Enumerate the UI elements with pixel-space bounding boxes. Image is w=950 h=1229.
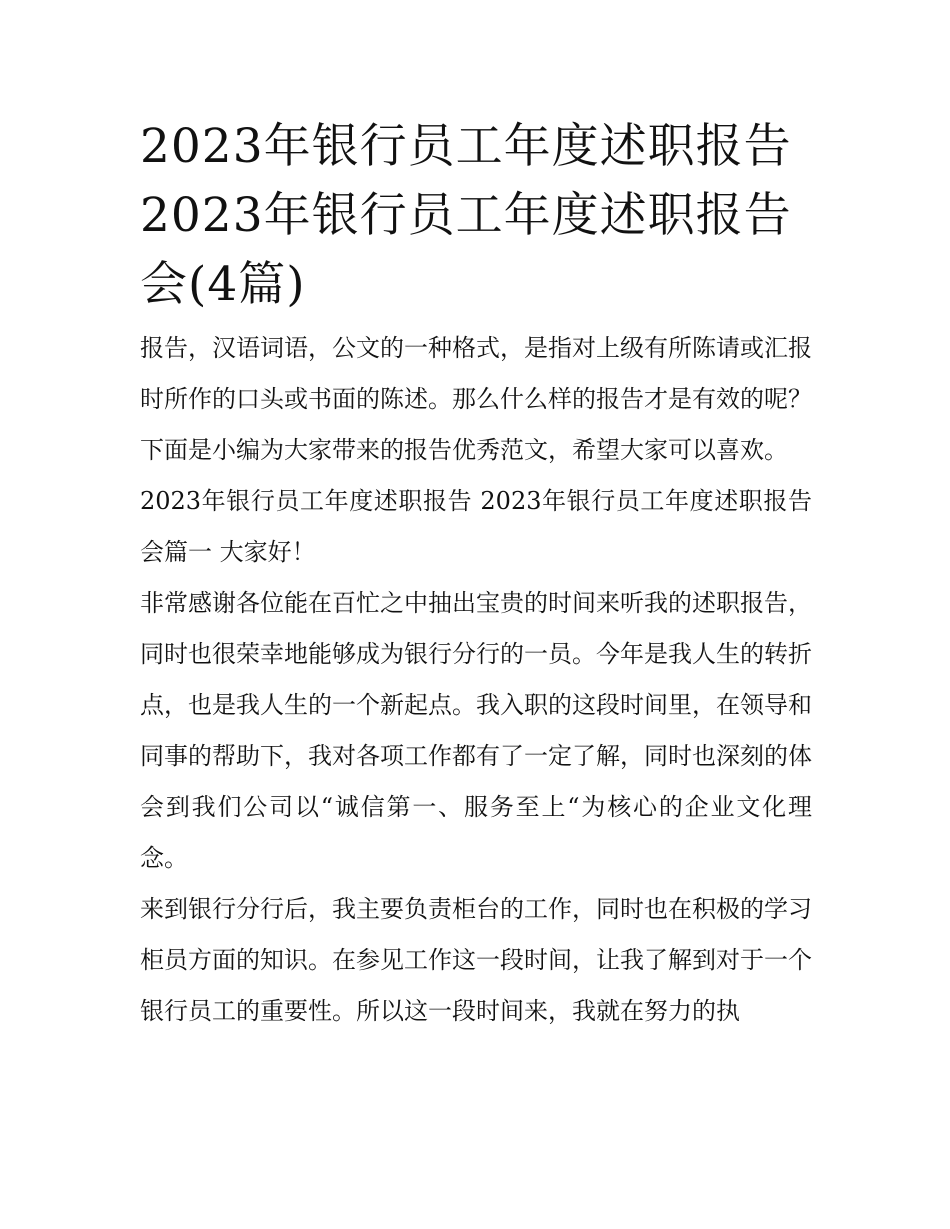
document-page: [140, 112, 812, 1037]
section-heading-paragraph: 2023年银行员工年度述职报告 2023年银行员工年度述职报告会篇一 大家好！: [140, 487, 812, 566]
body-paragraph-2: 来到银行分行后，我主要负责柜台的工作，同时也在积极的学习柜员方面的知识。在参见工作这一段时间，让我了解到对于一个银行员工的重要性。所以这一段时间来，我就在努力的执: [140, 895, 812, 1025]
intro-paragraph: 报告，汉语词语，公文的一种格式，是指对上级有所陈请或汇报时所作的口头或书面的陈述。那么什么样的报告才是有效的呢？下面是小编为大家带来的报告优秀范文，希望大家可以喜欢。: [140, 334, 812, 464]
document-title: 2023年银行员工年度述职报告 2023年银行员工年度述职报告会(4篇): [140, 119, 792, 312]
body-paragraph-1: 非常感谢各位能在百忙之中抽出宝贵的时间来听我的述职报告，同时也很荣幸地能够成为银行分行的一员。今年是我人生的转折点，也是我人生的一个新起点。我入职的这段时间里，在领导和同事的帮助下，我对各项工作都有了一定了解，同时也深刻的体会到我们公司以“诚信第一、服务至上“为核心的企业文化理念。: [140, 589, 812, 872]
